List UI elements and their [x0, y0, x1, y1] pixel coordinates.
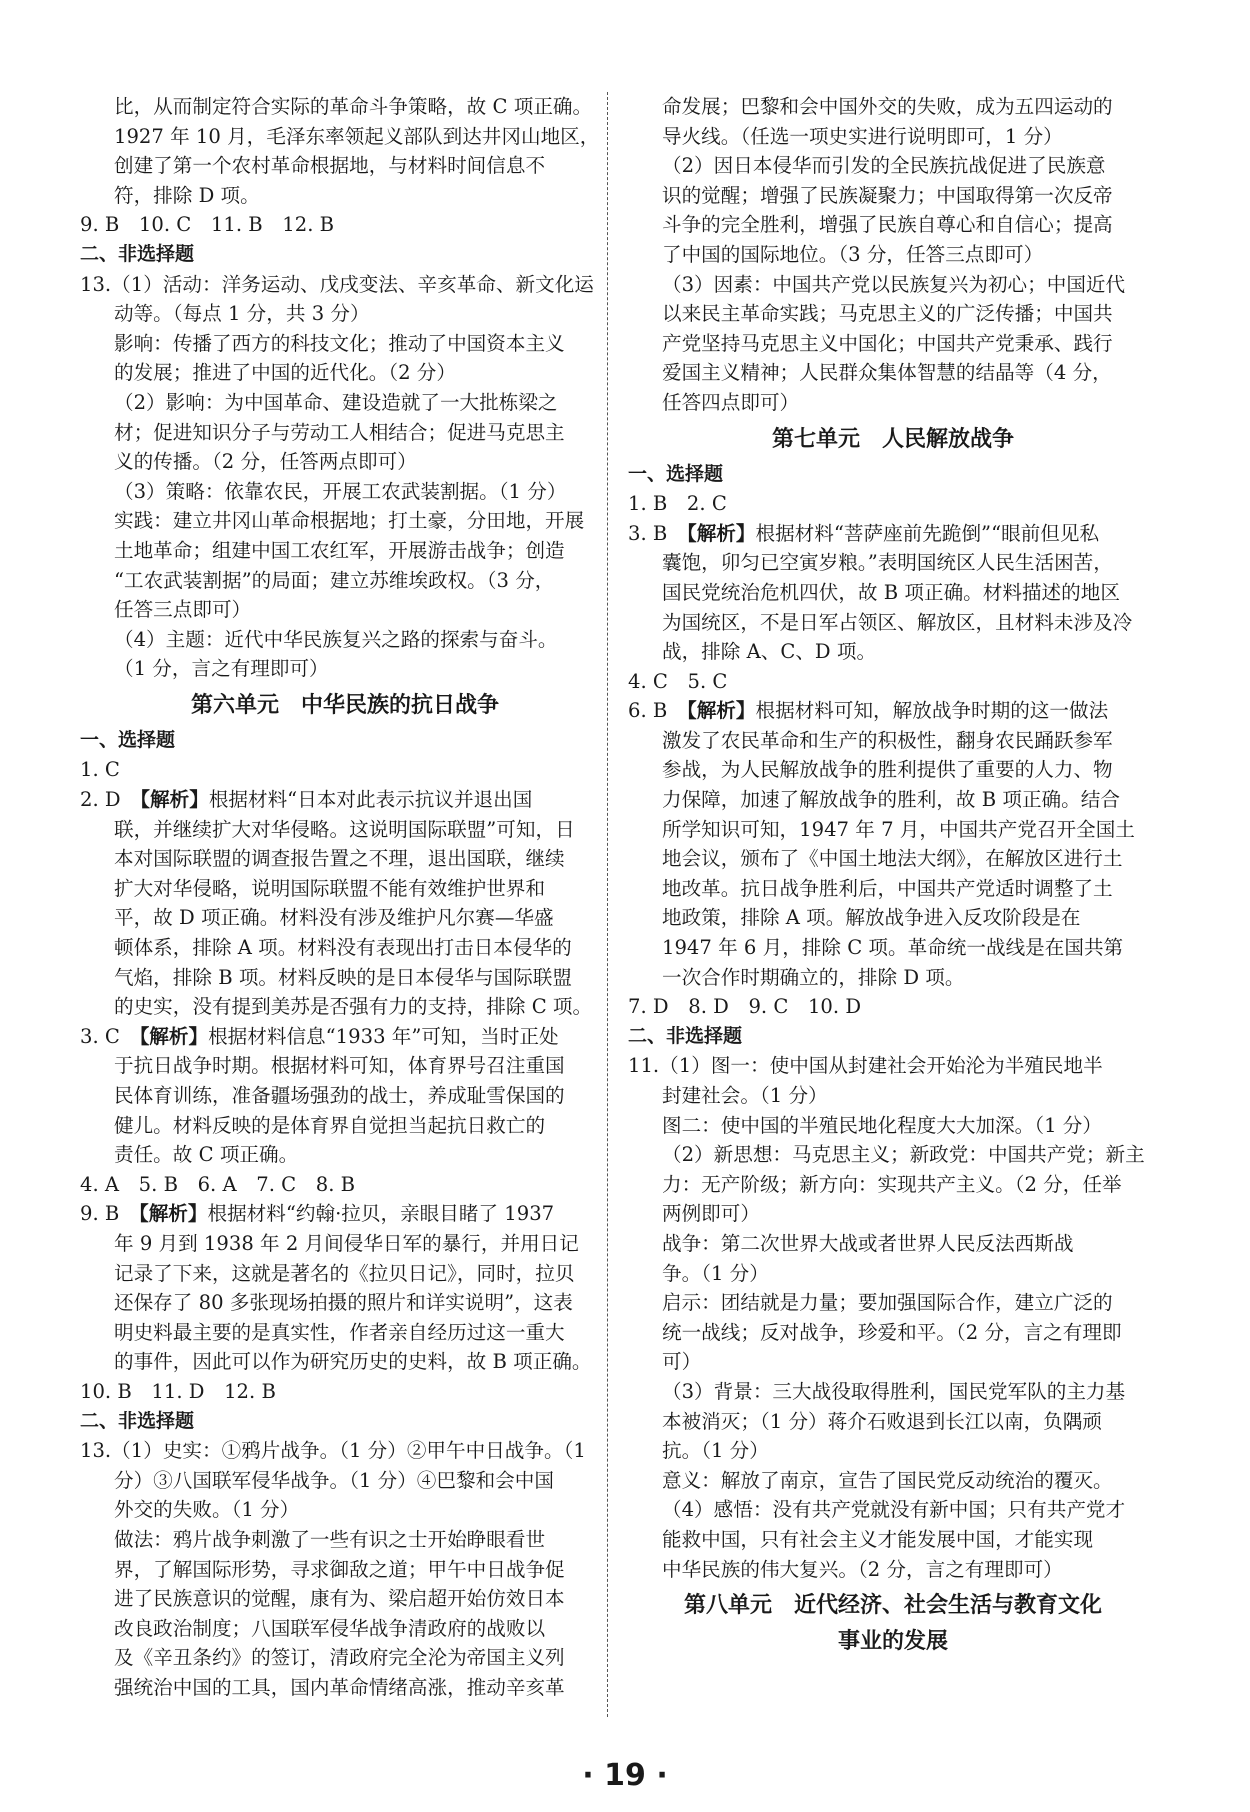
text-line: （4）主题：近代中华民族复兴之路的探索与奋斗。 — [114, 627, 558, 651]
text-line: （3）背景：三大战役取得胜利，国民党军队的主力基 — [662, 1379, 1126, 1403]
text-line: “工农武装割据”的局面；建立苏维埃政权。（3 分， — [114, 568, 555, 592]
text-line: 国民党统治危机四伏，故 B 项正确。材料描述的地区 — [662, 580, 1120, 604]
analysis-tag: 【解析】 — [138, 1202, 208, 1226]
answers-7-10: 7. D 8. D 9. C 10. D — [628, 995, 862, 1019]
text-line: 实践：建立井冈山革命根据地；打土豪，分田地，开展 — [114, 509, 585, 533]
text-line: （2）影响：为中国革命、建设造就了一大批栋梁之 — [114, 390, 558, 414]
text-line: 战，排除 A、C、D 项。 — [662, 640, 877, 664]
text-line: 1947 年 6 月，排除 C 项。革命统一战线是在国共第 — [662, 936, 1124, 960]
analysis-text: 根据材料信息“1933 年”可知，当时正处 — [208, 1024, 559, 1048]
unit-6-title: 第六单元 中华民族的抗日战争 — [190, 692, 499, 718]
question-6-analysis — [628, 696, 1158, 726]
text-line: 战争：第二次世界大战或者世界人民反法西斯战 — [662, 1231, 1074, 1255]
analysis-text: 根据材料“约翰·拉贝，亲眼目睹了 1937 — [207, 1202, 555, 1226]
text-line: 强统治中国的工具，国内革命情绪高涨，推动辛亥革 — [114, 1675, 565, 1699]
analysis-text: 根据材料“日本对此表示抗议并退出国 — [208, 788, 533, 812]
text-line: 地会议，颁布了《中国土地法大纲》，在解放区进行土 — [662, 847, 1123, 871]
analysis-text: 根据材料“菩萨座前先跪倒”“眼前但见私 — [755, 521, 1100, 545]
answer-lead: 2. D — [80, 788, 141, 812]
text-line: 材；促进知识分子与劳动工人相结合；促进马克思主 — [114, 420, 565, 444]
text-line: 任答三点即可） — [114, 598, 252, 622]
text-line: 地政策，排除 A 项。解放战争进入反攻阶段是在 — [662, 906, 1081, 930]
text-line: 13.（1）活动：洋务运动、戊戌变法、辛亥革命、新文化运 — [80, 272, 594, 296]
text-line: 两例即可） — [662, 1202, 760, 1226]
text-line: （1 分，言之有理即可） — [114, 657, 329, 681]
section-heading-choice: 一、选择题 — [628, 462, 724, 485]
text-line: 比，从而制定符合实际的革命斗争策略，故 C 项正确。 — [114, 95, 593, 118]
text-line: 影响：传播了西方的科技文化；推动了中国资本主义 — [114, 331, 565, 355]
unit-8-title-cont: 事业的发展 — [837, 1629, 948, 1655]
text-line: 顿体系，排除 A 项。材料没有表现出打击日本侵华的 — [114, 936, 572, 960]
right-column — [628, 92, 1158, 1662]
text-line: 扩大对华侵略，说明国际联盟不能有效维护世界和 — [114, 876, 546, 900]
text-line: （3）因素：中国共产党以民族复兴为初心；中国近代 — [662, 272, 1126, 296]
analysis-tag: 【解析】 — [686, 521, 756, 545]
section-heading-choice: 一、选择题 — [80, 728, 176, 751]
text-line: 联，并继续扩大对华侵略。这说明国际联盟”可知，日 — [114, 817, 575, 841]
text-line: 产党坚持马克思主义中国化；中国共产党秉承、践行 — [662, 331, 1113, 355]
text-line: 封建社会。（1 分） — [662, 1084, 828, 1107]
section-heading-non-choice: 二、非选择题 — [80, 1409, 195, 1432]
text-line: 记录了下来，这就是著名的《拉贝日记》，同时，拉贝 — [114, 1261, 575, 1285]
text-line: 符，排除 D 项。 — [114, 183, 260, 207]
text-line: 气焰，排除 B 项。材料反映的是日本侵华与国际联盟 — [114, 965, 572, 989]
text-line: （2）因日本侵华而引发的全民族抗战促进了民族意 — [662, 154, 1106, 178]
text-line: 责任。故 C 项正确。 — [114, 1143, 299, 1167]
text-line: 平，故 D 项正确。材料没有涉及维护凡尔赛—华盛 — [114, 906, 554, 930]
text-line: 的事件，因此可以作为研究历史的史料，故 B 项正确。 — [114, 1350, 592, 1374]
section-heading-non-choice: 二、非选择题 — [80, 242, 195, 265]
text-line: 分）③八国联军侵华战争。（1 分）④巴黎和会中国 — [114, 1468, 554, 1492]
text-line: 本对国际联盟的调查报告置之不理，退出国联，继续 — [114, 847, 565, 871]
answers-1-2: 1. B 2. C — [628, 492, 727, 516]
text-line: 界，了解国际形势，寻求御敌之道；甲午中日战争促 — [114, 1557, 565, 1581]
answer-lead: 9. B — [80, 1202, 139, 1226]
text-line: 任答四点即可） — [662, 390, 800, 414]
text-line: 中华民族的伟大复兴。（2 分，言之有理即可） — [662, 1557, 1063, 1581]
analysis-tag: 【解析】 — [140, 788, 209, 812]
text-line: 还保存了 80 多张现场拍摄的照片和详实说明”，这表 — [114, 1291, 573, 1315]
question-3-analysis — [80, 1022, 610, 1052]
answer-lead: 3. B — [628, 521, 687, 545]
text-line: 所学知识可知，1947 年 7 月，中国共产党召开全国土 — [662, 817, 1135, 841]
text-line: 启示：团结就是力量；要加强国际合作，建立广泛的 — [662, 1291, 1113, 1315]
text-line: 13.（1）史实：①鸦片战争。（1 分）②甲午中日战争。（1 — [80, 1439, 586, 1463]
text-line: 意义：解放了南京，宣告了国民党反动统治的覆灭。 — [662, 1468, 1113, 1492]
analysis-text: 根据材料可知，解放战争时期的这一做法 — [755, 699, 1109, 723]
text-line: 及《辛丑条约》的签订，清政府完全沦为帝国主义列 — [114, 1646, 565, 1670]
text-line: 为国统区，不是日军占领区、解放区，且材料未涉及冷 — [662, 610, 1133, 634]
text-line: 可） — [662, 1350, 702, 1374]
text-line: 义的传播。（2 分，任答两点即可） — [114, 450, 417, 474]
unit-8-title: 第八单元 近代经济、社会生活与教育文化 — [683, 1593, 1102, 1619]
text-line: 进了民族意识的觉醒，康有为、梁启超开始仿效日本 — [114, 1587, 565, 1611]
text-line: 明史料最主要的是真实性，作者亲自经历过这一重大 — [114, 1320, 565, 1344]
question-3-analysis — [628, 519, 1158, 549]
text-line: 爱国主义精神；人民群众集体智慧的结晶等（4 分， — [662, 361, 1112, 385]
text-line: 创建了第一个农村革命根据地，与材料时间信息不 — [114, 154, 546, 178]
text-line: 统一战线；反对战争，珍爱和平。（2 分，言之有理即 — [662, 1320, 1122, 1344]
text-line: 力保障，加速了解放战争的胜利，故 B 项正确。结合 — [662, 788, 1120, 812]
text-line: 斗争的完全胜利，增强了民族自尊心和自信心；提高 — [662, 213, 1113, 237]
question-9-analysis — [80, 1199, 610, 1229]
text-line: 于抗日战争时期。根据材料可知，体育界号召注重国 — [114, 1054, 565, 1078]
text-line: （3）策略：依靠农民，开展工农武装割据。（1 分） — [114, 479, 567, 503]
text-line: 命发展；巴黎和会中国外交的失败，成为五四运动的 — [662, 95, 1113, 118]
text-line: 抗。（1 分） — [662, 1439, 769, 1463]
text-line: 外交的失败。（1 分） — [114, 1498, 300, 1522]
page-number: · 19 · — [582, 1758, 668, 1793]
text-line: 改良政治制度；八国联军侵华战争清政府的战败以 — [114, 1616, 546, 1640]
answers-10-12: 10. B 11. D 12. B — [80, 1379, 276, 1403]
text-line: （2）新思想：马克思主义；新政党：中国共产党；新主 — [662, 1143, 1145, 1167]
text-line: 年 9 月到 1938 年 2 月间侵华日军的暴行，并用日记 — [114, 1231, 579, 1255]
answer-1: 1. C — [80, 758, 120, 782]
text-line: 能救中国，只有社会主义才能发展中国，才能实现 — [662, 1527, 1094, 1551]
analysis-tag: 【解析】 — [686, 699, 756, 723]
text-line: 的史实，没有提到美苏是否强有力的支持，排除 C 项。 — [114, 995, 593, 1019]
question-2-analysis — [80, 785, 610, 815]
text-line: 1927 年 10 月，毛泽东率领起义部队到达井冈山地区， — [114, 124, 600, 148]
text-line: 一次合作时期确立的，排除 D 项。 — [662, 965, 965, 989]
answers-4-5: 4. C 5. C — [628, 669, 728, 693]
text-line: 争。（1 分） — [662, 1261, 769, 1285]
text-line: 了中国的国际地位。（3 分，任答三点即可） — [662, 242, 1044, 266]
text-line: 参战，为人民解放战争的胜利提供了重要的人力、物 — [662, 758, 1113, 782]
answer-lead: 3. C — [80, 1024, 140, 1048]
analysis-tag: 【解析】 — [139, 1024, 209, 1048]
answers-9-12: 9. B 10. C 11. B 12. B — [80, 213, 335, 237]
text-line: 地改革。抗日战争胜利后，中国共产党适时调整了土 — [662, 876, 1113, 900]
text-line: 11.（1）图一：使中国从封建社会开始沦为半殖民地半 — [628, 1054, 1103, 1078]
section-heading-non-choice: 二、非选择题 — [628, 1024, 743, 1047]
text-line: 民体育训练，准备疆场强劲的战士，养成耻雪保国的 — [114, 1084, 565, 1107]
text-line: 激发了农民革命和生产的积极性，翻身农民踊跃参军 — [662, 728, 1113, 752]
text-line: 图二：使中国的半殖民地化程度大大加深。（1 分） — [662, 1113, 1102, 1137]
text-line: 导火线。（任选一项史实进行说明即可，1 分） — [662, 124, 1063, 148]
unit-7-title: 第七单元 人民解放战争 — [771, 426, 1014, 452]
text-line: 做法：鸦片战争刺激了一些有识之士开始睁眼看世 — [114, 1527, 546, 1551]
text-line: 土地革命；组建中国工农红军，开展游击战争；创造 — [114, 538, 565, 562]
text-line: 的发展；推进了中国的近代化。（2 分） — [114, 361, 456, 385]
text-line: 动等。（每点 1 分，共 3 分） — [114, 302, 370, 326]
text-line: 健儿。材料反映的是体育界自觉担当起抗日救亡的 — [114, 1113, 546, 1137]
text-line: 识的觉醒；增强了民族凝聚力；中国取得第一次反帝 — [662, 183, 1113, 207]
left-column — [80, 92, 610, 1702]
text-line: 囊饱，卯匀已空寅岁粮。”表明国统区人民生活困苦， — [662, 551, 1113, 575]
text-line: （4）感悟：没有共产党就没有新中国；只有共产党才 — [662, 1498, 1126, 1522]
answer-lead: 6. B — [628, 699, 687, 723]
text-line: 以来民主革命实践；马克思主义的广泛传播；中国共 — [662, 302, 1113, 326]
answers-4-8: 4. A 5. B 6. A 7. C 8. B — [80, 1172, 356, 1196]
text-line: 本被消灭；（1 分）蒋介石败退到长江以南，负隅顽 — [662, 1409, 1102, 1433]
text-line: 力：无产阶级；新方向：实现共产主义。（2 分，任举 — [662, 1172, 1122, 1196]
